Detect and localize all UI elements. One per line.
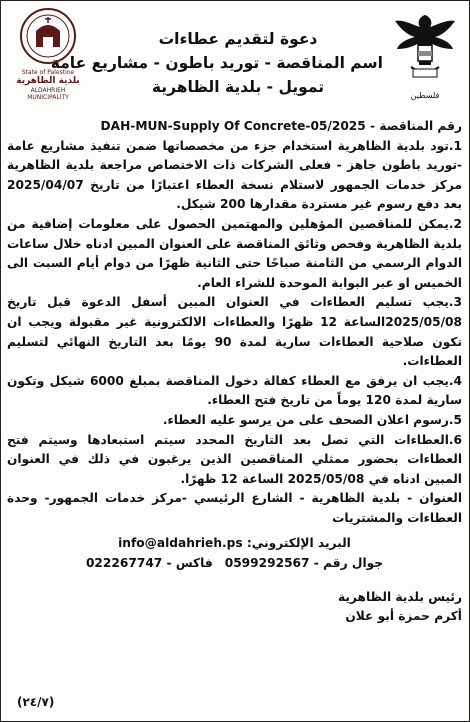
mobile-group: [225, 554, 383, 574]
palestine-emblem-logo: [389, 7, 461, 99]
clause-5: 5.رسوم اعلان الصحف على من يرسو عليه العطاء.: [162, 412, 462, 427]
mobile-number: 0599292567: [224, 556, 310, 571]
tender-ref-label: رقم المناقصة -: [370, 119, 462, 133]
title-line-2: اسم المناقصة - توريد باطون - مشاريع عامة: [50, 54, 383, 72]
fax-label: فاكس -: [166, 556, 213, 571]
seal-text-ar: بلدية الظاهرية: [16, 76, 80, 86]
seal-text-municipality: ALDAHRIEH MUNICIPALITY: [27, 87, 69, 101]
phone-line: [7, 554, 462, 574]
contact-block: [7, 534, 462, 573]
fax-number: 022267747: [85, 556, 163, 571]
announcement-body: [7, 117, 462, 627]
email-address: info@aldahrieh.ps: [118, 536, 243, 551]
address-line: العنوان - بلدية الظاهرية - الشارع الرئيسي -مركز خدمات الجمهور- وحدة العطاءات والمشتريات: [7, 491, 462, 525]
announcement-titles: [50, 27, 383, 99]
signature-block: [7, 588, 462, 627]
eagle-emblem-icon: [389, 7, 461, 87]
clause-4: 4.يجب ان يرفق مع العطاء كفالة دخول المناقصة بمبلغ 6000 شيكل وتكون سارية لمدة 120 يوماً من تاريخ فتح العطاء.: [7, 373, 462, 408]
clause-1: 1.تود بلدية الظاهرية استخدام جزء من مخصصاتها ضمن تنفيذ مشاريع عامة -توريد باطون جاهز - فعلى الشركات ذات الاختصاص مراجعة بلدية الظاهرية مركز خدمات الجمهور لاستلام نسخة العطاء اعتبارًا من تاريخ 2025/04/07 بعد دفع رسوم غير مستردة مقدارها 200 شيكل.: [7, 138, 462, 212]
signature-title: رئيس بلدية الظاهرية: [337, 589, 462, 604]
tender-ref-number: DAH-MUN-Supply Of Concrete-05/2025: [100, 119, 366, 133]
email-line: [7, 534, 462, 554]
clause-3: 3.يجب تسليم العطاءات في العنوان المبين أسفل الدعوة قبل تاريخ 2025/05/08الساعة 12 ظهرًا والعطاءات الالكترونية غير مقبولة ويجب ان تكون صلاحية العطاءات سارية لمدة 90 يومًا بعد التاريخ النهائي لتسليم العطاءات.: [7, 295, 462, 369]
fax-group: [86, 554, 213, 574]
mobile-label: جوال رقم -: [313, 556, 384, 571]
publication-date-note: (٢٤/٧): [17, 695, 55, 709]
clause-2: 2.يمكن للمناقصين المؤهلين والمهتمين الحصول على معلومات إضافية من بلدية الظاهرية وفحص وثائق المناقصة على العنوان المبين ادناه خلال ساعات الدوام الرسمي من الثامنة صباحًا حتى الثانية ظهرًا من دوام أيام السبت الى الخميس او عبر البوابة الموحدة للشراء العام.: [7, 216, 462, 290]
emblem-label: فلسطين: [410, 91, 440, 100]
signature-name: أكرم حمزة أبو علان: [345, 609, 462, 624]
title-line-3: تمويل - بلدية الظاهرية: [151, 78, 325, 96]
tender-reference: [7, 117, 462, 137]
seal-text-en: State of Palestine: [21, 69, 75, 76]
clause-6: 6.العطاءات التي تصل بعد التاريخ المحدد سيتم استبعادها وسيتم فتح العطاءات بحضور ممثلي المناقصين الذين يرغبون في ذلك في العنوان المبين ادناه في 2025/05/08 الساعة 12 ظهرًا.: [7, 432, 462, 486]
title-line-1: دعوة لتقديم عطاءات: [158, 30, 318, 48]
email-label: البريد الإلكتروني:: [246, 536, 351, 551]
